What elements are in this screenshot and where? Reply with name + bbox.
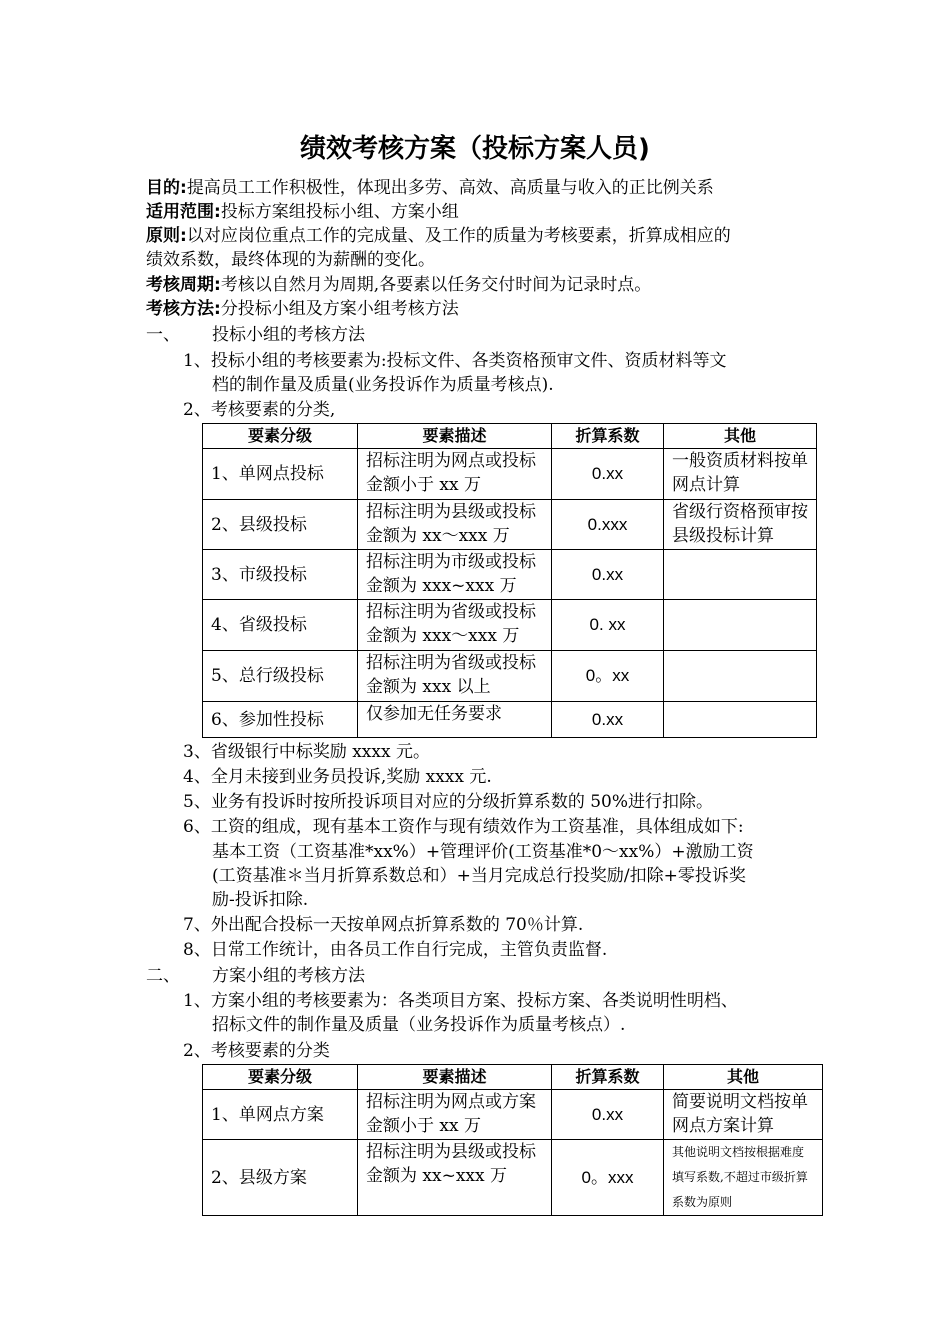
table-row [203,600,817,651]
cell-coef: 0.xx [552,550,664,600]
section2-item1: 1、方案小组的考核要素为：各类项目方案、投标方案、各类说明性明档、 [183,991,738,1011]
cell-desc: 招标注明为市级或投标金额为 xxx~xxx 万 [358,550,552,600]
section1-item6: 6、工资的组成，现有基本工资作与现有绩效作为工资基准，具体组成如下: [183,817,744,837]
cell-coef: 0.xx [552,1090,664,1140]
section1-item3: 3、省级银行中标奖励 xxxx 元。 [183,742,430,762]
header-coef: 折算系数 [552,1065,664,1090]
table-row [203,702,817,738]
section1-item8: 8、日常工作统计，由各员工作自行完成，主管负责监督. [183,940,608,960]
table-row [203,500,817,550]
cell-level: 2、县级投标 [203,500,358,550]
section1-heading: 投标小组的考核方法 [212,325,365,345]
header-other: 其他 [664,1065,823,1090]
section2-number: 二、 [146,966,180,986]
cell-coef: 0. xx [552,600,664,651]
cell-coef: 0.xx [552,702,664,738]
cell-desc: 招标注明为网点或方案金额小于 xx 万 [358,1090,552,1140]
header-coef: 折算系数 [552,424,664,449]
header-desc: 要素描述 [358,1065,552,1090]
table-header-row [203,424,817,449]
cell-coef: 0。xx [552,651,664,702]
cell-level: 6、参加性投标 [203,702,358,738]
section1-item6-cont2: (工资基准＊当月折算系数总和）+当月完成总行投奖励/扣除+零投诉奖 [212,866,746,886]
section1-item7: 7、外出配合投标一天按单网点折算系数的 70％计算. [183,915,584,935]
table-header-row [203,1065,823,1090]
cell-desc: 招标注明为省级或投标金额为 xxx～xxx 万 [358,600,552,651]
intro-scope: 适用范围:投标方案组投标小组、方案小组 [146,202,459,222]
section1-item2: 2、考核要素的分类, [183,400,336,420]
cell-other: 其他说明文档按根据难度填写系数,不超过市级折算系数为原则 [664,1140,823,1216]
cell-desc: 招标注明为省级或投标金额为 xxx 以上 [358,651,552,702]
section1-item4: 4、全月未接到业务员投诉,奖励 xxxx 元. [183,767,492,787]
cell-desc: 招标注明为网点或投标金额小于 xx 万 [358,449,552,500]
table-row [203,449,817,500]
intro-principle: 原则:以对应岗位重点工作的完成量、及工作的质量为考核要素，折算成相应的 [146,226,731,246]
cell-level: 1、单网点投标 [203,449,358,500]
cell-coef: 0。xxx [552,1140,664,1216]
cell-coef: 0.xxx [552,500,664,550]
header-desc: 要素描述 [358,424,552,449]
section1-item6-cont3: 励-投诉扣除. [212,890,309,910]
header-level: 要素分级 [203,424,358,449]
proposal-team-table [202,1064,823,1216]
cell-other: 简要说明文档按单网点方案计算 [664,1090,823,1140]
section1-item1-cont: 档的制作量及质量(业务投诉作为质量考核点). [212,375,554,395]
header-level: 要素分级 [203,1065,358,1090]
cell-desc: 仅参加无任务要求 [358,702,552,738]
cell-level: 5、总行级投标 [203,651,358,702]
section1-number: 一、 [146,325,180,345]
cell-desc: 招标注明为县级或投标金额为 xx~xxx 万 [358,1140,552,1216]
header-other: 其他 [664,424,817,449]
section1-item5: 5、业务有投诉时按所投诉项目对应的分级折算系数的 50%进行扣除。 [183,792,714,812]
table-row [203,651,817,702]
table-row [203,550,817,600]
intro-principle-cont: 绩效系数，最终体现的为薪酬的变化。 [146,250,435,270]
section1-item1: 1、投标小组的考核要素为:投标文件、各类资格预审文件、资质材料等文 [183,351,727,371]
section2-item1-cont: 招标文件的制作量及质量（业务投诉作为质量考核点）. [212,1015,626,1035]
bid-team-table [202,423,817,738]
cell-other: 省级行资格预审按县级投标计算 [664,500,817,550]
cell-coef: 0.xx [552,449,664,500]
cell-level: 4、省级投标 [203,600,358,651]
cell-other [664,651,817,702]
table-row [203,1140,823,1216]
cell-level: 1、单网点方案 [203,1090,358,1140]
section2-heading: 方案小组的考核方法 [212,966,365,986]
cell-other [664,702,817,738]
cell-level: 2、县级方案 [203,1140,358,1216]
cell-desc: 招标注明为县级或投标金额为 xx～xxx 万 [358,500,552,550]
table-row [203,1090,823,1140]
cell-other: 一般资质材料按单网点计算 [664,449,817,500]
cell-other [664,600,817,651]
cell-other [664,550,817,600]
intro-cycle: 考核周期:考核以自然月为周期,各要素以任务交付时间为记录时点。 [146,275,652,295]
intro-method: 考核方法:分投标小组及方案小组考核方法 [146,299,459,319]
intro-purpose: 目的:提高员工工作积极性，体现出多劳、高效、高质量与收入的正比例关系 [146,178,714,198]
section1-item6-cont1: 基本工资（工资基准*xx%）+管理评价(工资基准*0～xx%）+激励工资 [212,842,754,862]
section2-item2: 2、考核要素的分类 [183,1041,330,1061]
page-title: 绩效考核方案（投标方案人员) [300,134,650,164]
cell-level: 3、市级投标 [203,550,358,600]
